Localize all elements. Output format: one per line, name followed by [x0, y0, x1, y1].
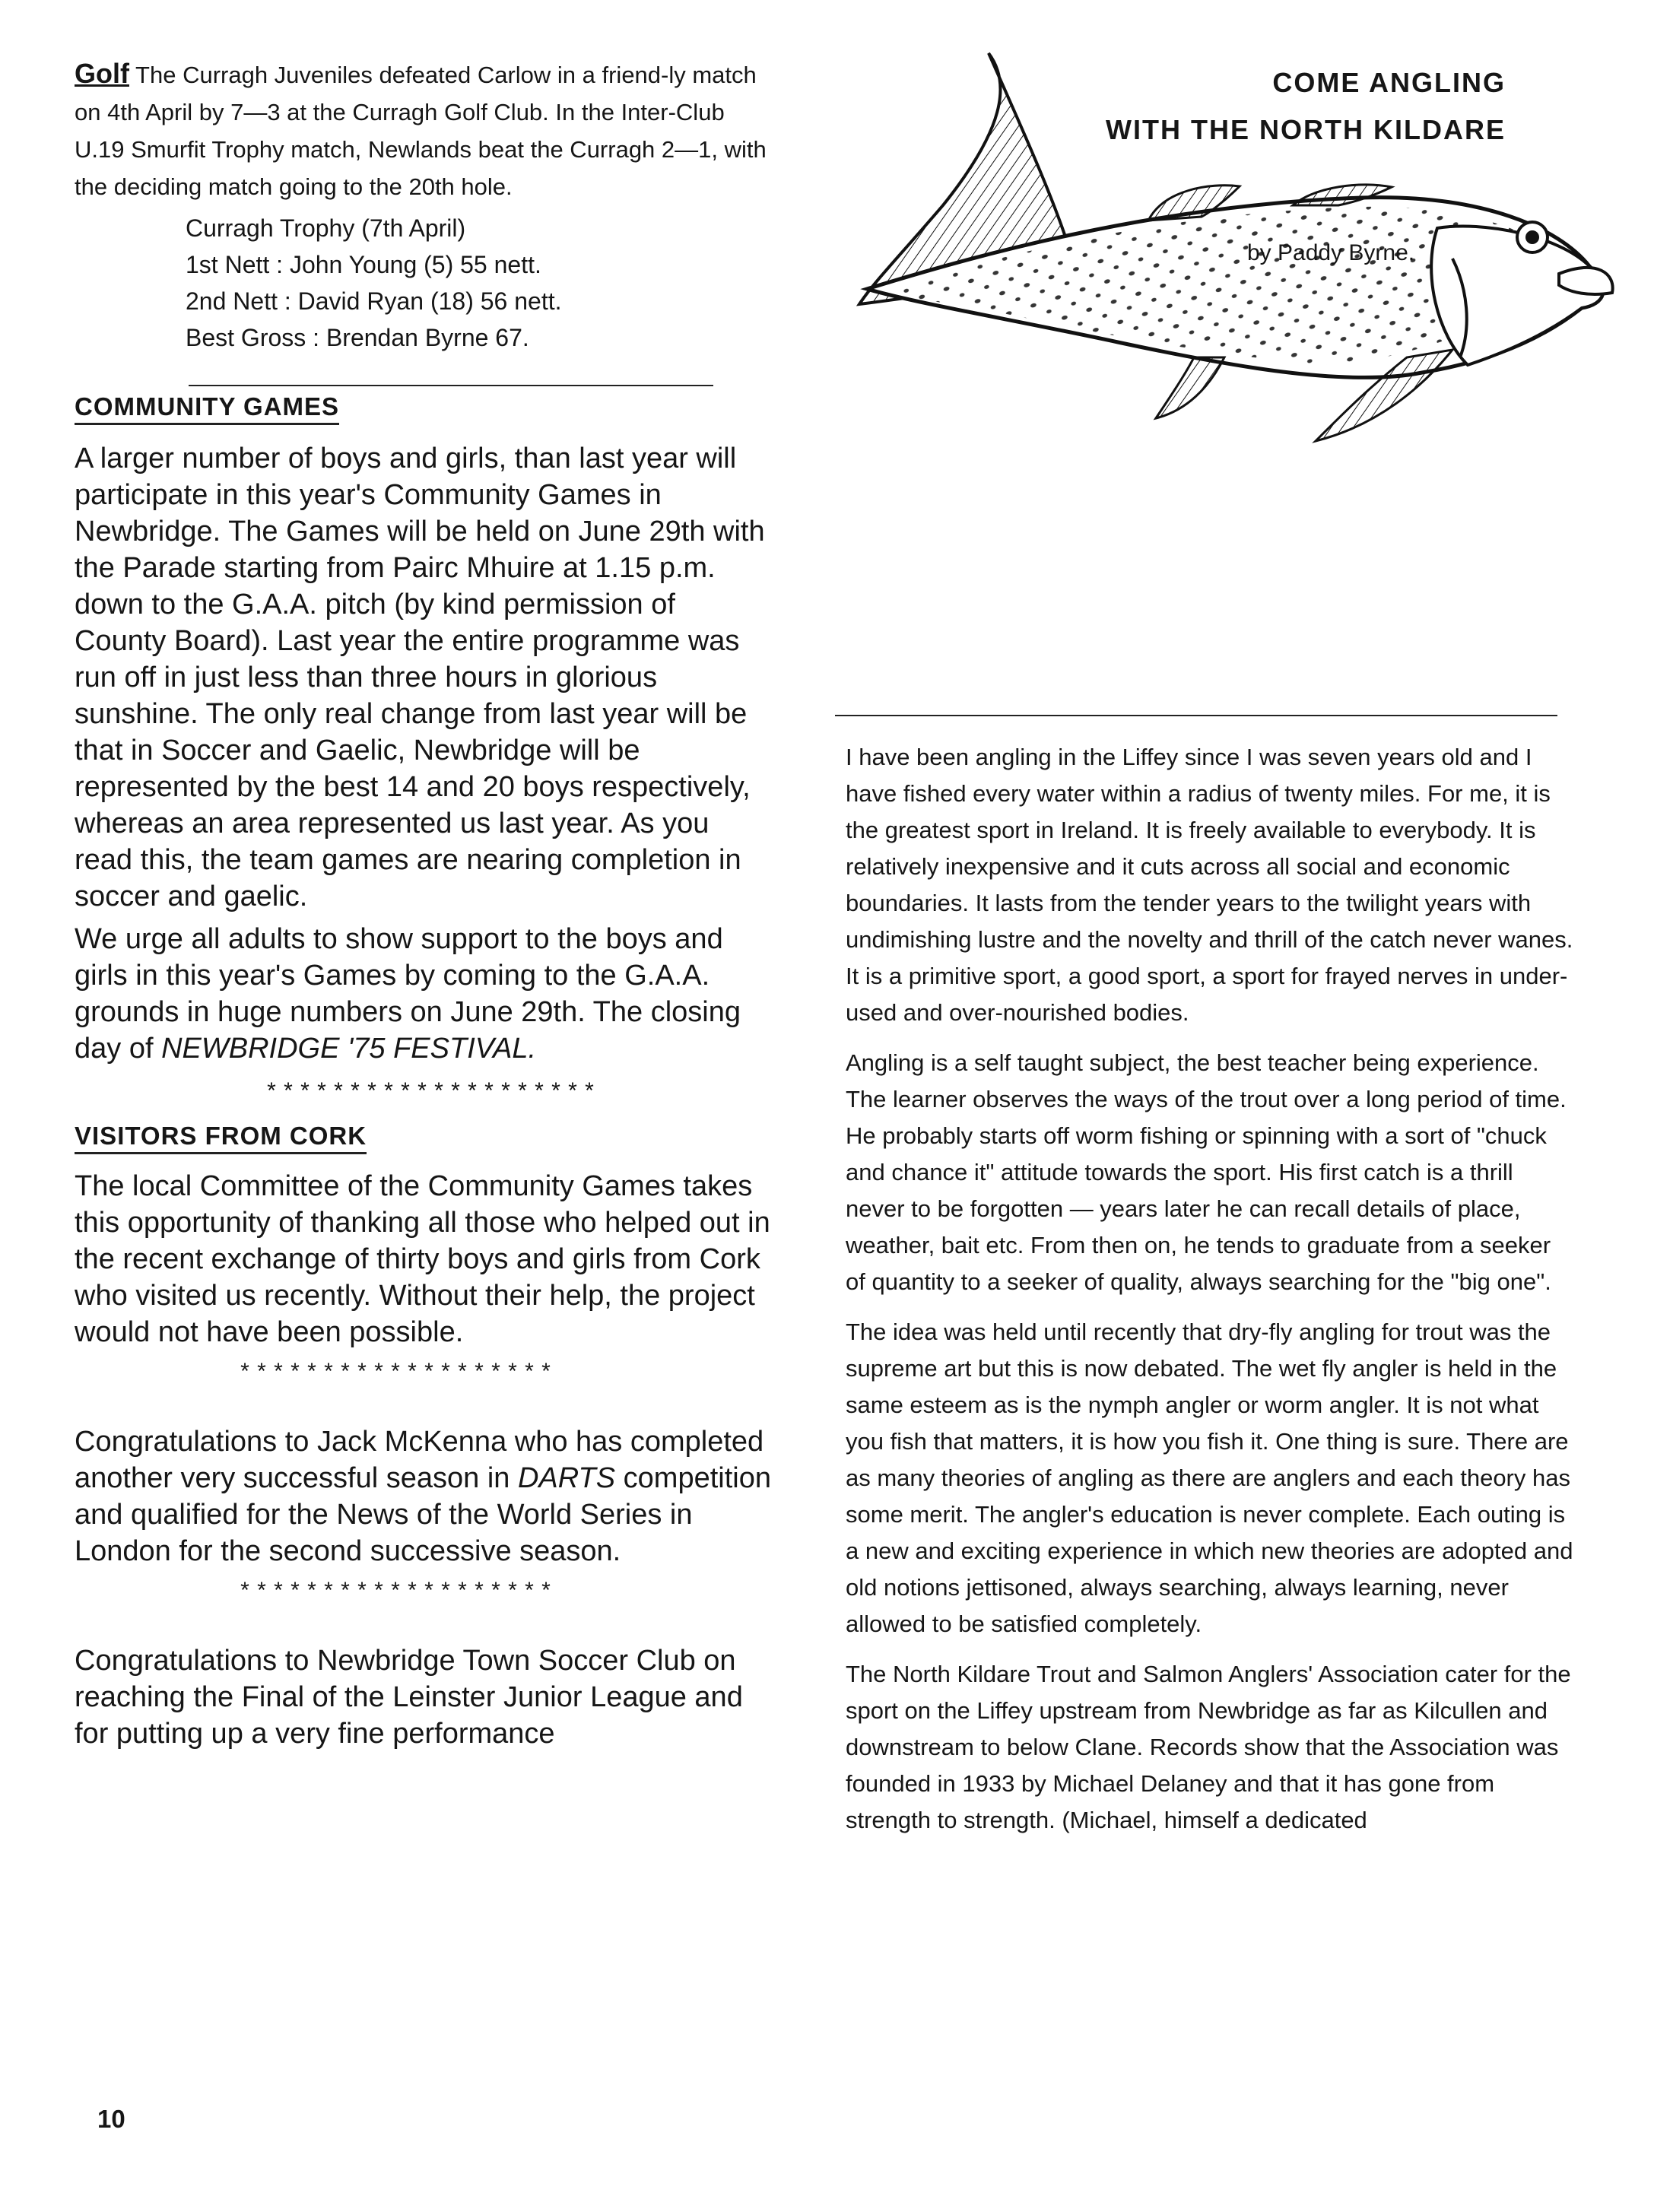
star-separator: ********************	[265, 1081, 600, 1106]
visitors-heading: VISITORS FROM CORK	[75, 1122, 367, 1154]
article-byline: by Paddy Byrne.	[1247, 240, 1415, 265]
golf-result-line: Best Gross : Brendan Byrne 67.	[186, 324, 529, 351]
star-separator: *******************	[238, 1361, 557, 1387]
article-title-line-1: COME ANGLING	[1272, 67, 1506, 98]
left-column	[75, 55, 774, 1752]
community-games-heading: COMMUNITY GAMES	[75, 392, 339, 425]
article-paragraph: I have been angling in the Liffey since I was seven years old and I have fished every water within a radius of twenty miles. For me, it is the greatest sport in Ireland. It is freely available to everybody. It is relatively inexpensive and it cuts across all social and economic boundaries. It lasts from the tender years to the twilight years with undimishing lustre and the novelty and thrill of the catch never wanes. It is a primitive sport, a good sport, a sport for frayed nerves in under-used and over-nourished bodies.	[846, 744, 1573, 1026]
golf-result-line: Curragh Trophy (7th April)	[186, 214, 466, 242]
golf-lead: Golf	[75, 58, 129, 89]
community-games-section	[75, 392, 774, 1067]
community-games-paragraph: A larger number of boys and girls, than last year will participate in this year's Community Games in Newbridge. The Games will be held on June 29th with the Parade starting from Pairc Mhuire at 1.15 p.m. down to the G.A.A. pitch (by kind permission of County Board). Last year the entire programme was run off in just less than three hours in glorious sunshine. The only real change from last year will be that in Soccer and Gaelic, Newbridge will be represented by the best 14 and 20 boys respectively, whereas an area represented us last year. As you read this, the team games are nearing completion in soccer and gaelic.	[75, 443, 765, 912]
article-paragraph: The North Kildare Trout and Salmon Anglers' Association cater for the sport on the Liffey upstream from Newbridge as far as Kilcullen and downstream to below Clane. Records show that the Association was founded in 1933 by Michael Delaney and that it has gone from strength to strength. (Michael, himself a dedicated	[846, 1661, 1571, 1833]
article-paragraph: Angling is a self taught subject, the best teacher being experience. The learner observes the ways of the trout over a long period of time. He probably starts off worm fishing or spinning with a sort of "chuck and chance it" attitude towards the sport. His first catch is a thrill never to be forgotten — years later he can recall details of place, weather, bait etc. From then on, he tends to graduate from a seeker of quantity to a seeker of quality, always searching for the "big one".	[846, 1049, 1567, 1295]
golf-text: The Curragh Juveniles defeated Carlow in a friend-ly match on 4th April by 7—3 at the Curragh Golf Club. In the Inter-Club U.19 Smurfit Trophy match, Newlands beat the Curragh 2—1, with the deciding match going to the 20th hole.	[75, 62, 767, 200]
article-title	[989, 59, 1506, 154]
golf-result-line: 1st Nett : John Young (5) 55 nett.	[186, 251, 541, 278]
darts-paragraph	[75, 1423, 774, 1569]
golf-result-line: 2nd Nett : David Ryan (18) 56 nett.	[186, 287, 562, 315]
article-divider	[835, 715, 1557, 716]
article-paragraph: The idea was held until recently that dry-fly angling for trout was the supreme art but this is now debated. The wet fly angler is held in the same esteem as is the nymph angler or worm angler. It is not what you fish that matters, it is how you fish it. One thing is sure. There are as many theories of angling as there are anglers and each theory has some merit. The angler's education is never complete. Each outing is a new and exciting experience in which new theories are adopted and old notions jettisoned, always searching, always learning, never allowed to be satisfied completely.	[846, 1319, 1573, 1637]
golf-paragraph	[75, 55, 774, 205]
festival-name: NEWBRIDGE '75 FESTIVAL.	[161, 1033, 537, 1065]
star-separator: *******************	[238, 1580, 557, 1606]
article-title-line-2: WITH THE NORTH KILDARE	[1106, 114, 1506, 145]
golf-results	[186, 210, 774, 356]
darts-italic: DARTS	[517, 1462, 616, 1494]
page-number: 10	[97, 2105, 125, 2133]
right-column	[846, 739, 1576, 1852]
visitors-section	[75, 1122, 774, 1350]
community-games-urge-paragraph	[75, 921, 774, 1067]
soccer-paragraph: Congratulations to Newbridge Town Soccer Club on reaching the Final of the Leinster Junior League and for putting up a very fine performance	[75, 1645, 743, 1750]
darts-text-after: competition and qualified for the News of the World Series in London for the second successive season.	[75, 1462, 771, 1567]
visitors-paragraph: The local Committee of the Community Games takes this opportunity of thanking all those who helped out in the recent exchange of thirty boys and girls from Cork who visited us recently. Without their help, the project would not have been possible.	[75, 1170, 770, 1348]
urge-text: We urge all adults to show support to the boys and girls in this year's Games by coming to the G.A.A. grounds in huge numbers on June 29th. The closing day of	[75, 923, 741, 1065]
section-divider	[189, 385, 713, 386]
darts-text-before: Congratulations to Jack McKenna who has completed another very successful season in	[75, 1426, 764, 1494]
